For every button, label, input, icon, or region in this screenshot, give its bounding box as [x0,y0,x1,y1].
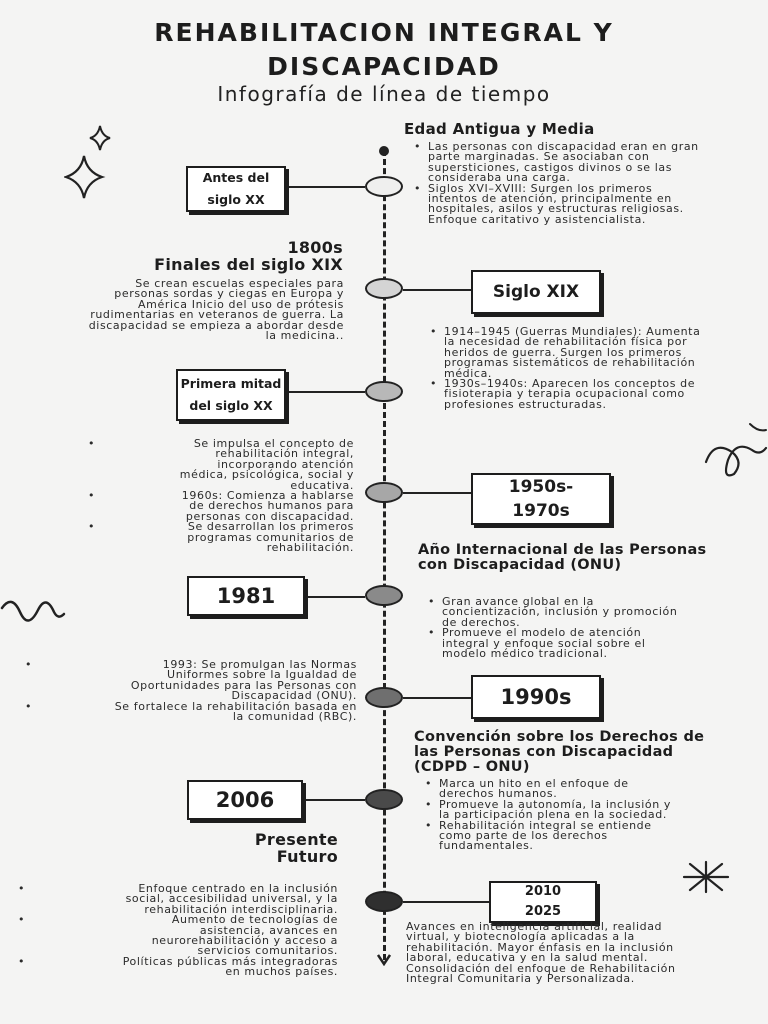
connector-6 [403,697,473,699]
list-item: • 1930s–1940s: Aparecen los conceptos de fisioterapia y terapia ocupacional como profesiones estructuradas. [430,379,710,410]
list-item: • Rehabilitación integral se entiende como parte de los derechos fundamentales. [425,821,675,852]
timeline-node-3 [365,381,403,402]
connector-8 [403,901,491,903]
timeline-node-8 [365,891,403,912]
list-item: • Se fortalece la rehabilitación basada en la comunidad (RBC). [111,702,357,723]
sparkle-icon [64,122,124,202]
timeline-start-dot [379,146,389,156]
list-item: • Marca un hito en el enfoque de derechos humanos. [425,779,675,800]
list-1950s [174,439,354,553]
heading-presente-futuro: Presente Futuro [254,830,338,866]
timeline-node-5 [365,585,403,606]
connector-5 [308,596,365,598]
timeline-node-1 [365,176,403,197]
timeline-axis [383,150,386,960]
heading-convencion: Convención sobre los Derechos de las Personas con Discapacidad (CDPD – ONU) [414,729,705,775]
label-2006: 2006 [187,780,303,820]
list-presente [104,884,338,978]
timeline-arrow-icon [377,952,391,966]
title-line-2: DISCAPACIDAD [267,52,501,81]
timeline-node-7 [365,789,403,810]
timeline-node-6 [365,687,403,708]
label-primera-mitad: Primera mitad del siglo XX [176,369,286,421]
list-edad-antigua [414,142,704,225]
list-item: • Siglos XVI–XVIII: Surgen los primeros intentos de atención, principalmente en hospitales, asilos y estructuras religiosas. Enfoque caritativo y asistencialista. [414,184,704,226]
list-item: • Enfoque centrado en la inclusión social, accesibilidad universal, y la rehabilitación interdisciplinaria. [104,884,338,915]
list-item: • 1960s: Comienza a hablarse de derechos humanos para personas con discapacidad. [174,491,354,522]
squiggle-icon [0,596,66,636]
label-antes-siglo-xx: Antes del siglo XX [186,166,286,212]
list-item: • Se impulsa el concepto de rehabilitación integral, incorporando atención médica, psicológica, social y educativa. [174,439,354,491]
timeline-node-4 [365,482,403,503]
list-item: • Promueve el modelo de atención integral y enfoque social sobre el modelo médico tradicional. [428,628,683,659]
list-item: • 1993: Se promulgan las Normas Uniformes sobre la Igualdad de Oportunidades para las Personas con Discapacidad (ONU). [111,660,357,702]
subtitle: Infografía de línea de tiempo [217,82,551,106]
connector-3 [285,391,365,393]
heading-1800s: 1800s Finales del siglo XIX [154,238,343,274]
label-1950s-1970s: 1950s- 1970s [471,473,611,525]
connector-1 [285,186,365,188]
label-siglo-xix: Siglo XIX [471,270,601,314]
list-item: • Políticas públicas más integradoras en muchos países. [104,957,338,978]
connector-2 [403,289,473,291]
heading-edad-antigua: Edad Antigua y Media [404,120,595,138]
list-item: • Promueve la autonomía, la inclusión y la participación plena en la sociedad. [425,800,675,821]
text-2010-2025: Avances en inteligencia artificial, realidad virtual, y biotecnología aplicadas a la rehabilitación. Mayor énfasis en la inclusión laboral, educativa y en la salud mental. Consolidación del enfoque de Rehabilitación Integral Comunitaria y Personalizada. [406,920,676,986]
heading-ano-internacional: Año Internacional de las Personas con Discapacidad (ONU) [418,542,707,573]
list-primera-mitad [430,327,710,410]
list-2006 [425,779,675,852]
label-1990s: 1990s [471,675,601,719]
connector-4 [403,492,473,494]
list-1990s [111,660,357,722]
list-item: • Se desarrollan los primeros programas comunitarios de rehabilitación. [174,522,354,553]
list-item: • Las personas con discapacidad eran en gran parte marginadas. Se asociaban con supersticiones, castigos divinos o se las consideraba una carga. [414,142,704,184]
title-line-1: REHABILITACION INTEGRAL Y [154,18,614,47]
text-siglo-xix: Se crean escuelas especiales para personas sordas y ciegas en Europa y América Inicio del uso de prótesis rudimentarias en veteranos de guerra. La discapacidad se empieza a abordar desde la medicina.. [88,277,344,343]
timeline-node-2 [365,278,403,299]
list-item: • 1914–1945 (Guerras Mundiales): Aumenta la necesidad de rehabilitación física por heridos de guerra. Surgen los primeros programas sistemáticos de rehabilitación médica. [430,327,710,379]
list-1981 [428,597,683,659]
list-item: • Gran avance global en la concientización, inclusión y promoción de derechos. [428,597,683,628]
connector-7 [306,799,365,801]
list-item: • Aumento de tecnologías de asistencia, avances en neurorehabilitación y acceso a servicios comunitarios. [104,915,338,957]
label-2010-2025: 2010 2025 [489,881,597,923]
loop-icon [704,422,768,482]
asterisk-icon [680,860,732,894]
label-1981: 1981 [187,576,305,616]
